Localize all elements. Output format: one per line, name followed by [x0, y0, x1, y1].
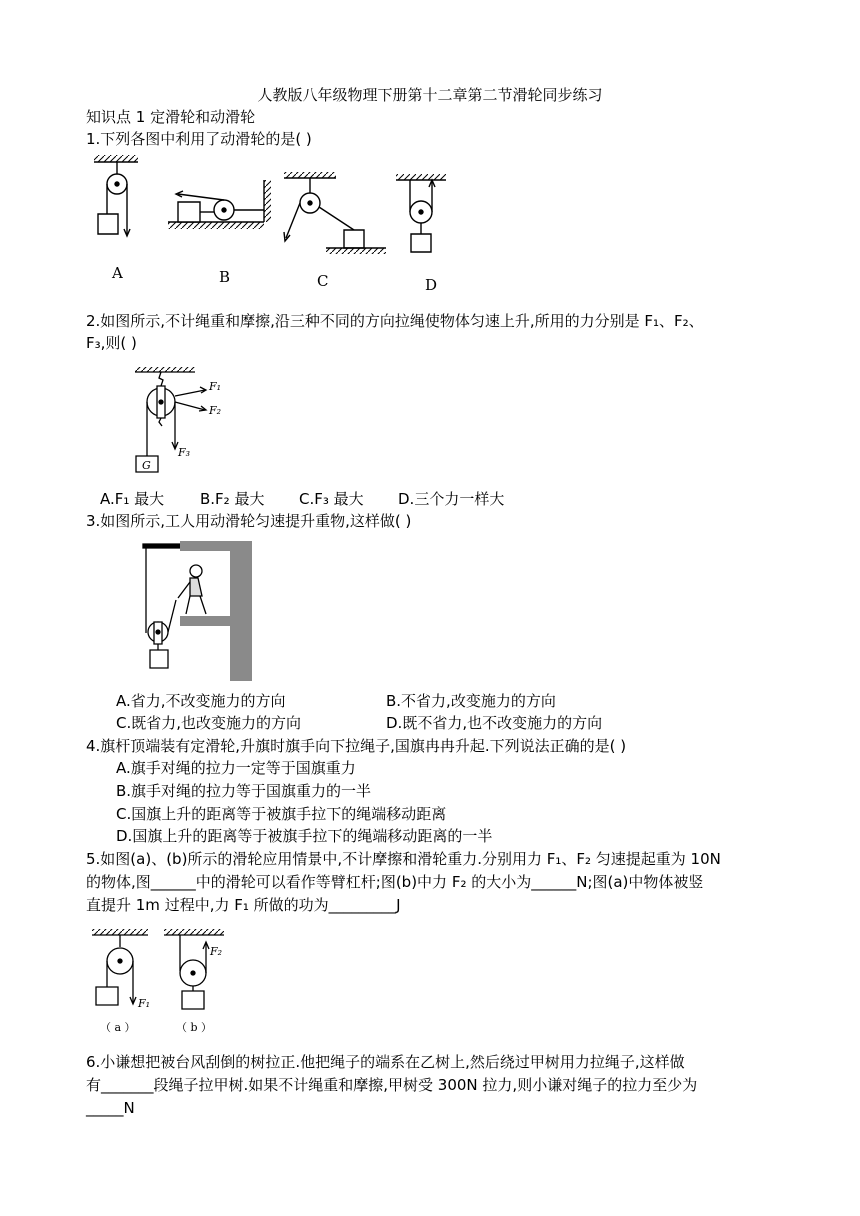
q4-option-c: C.国旗上升的距离等于被旗手拉下的绳端移动距离 — [116, 805, 447, 823]
q3-option-b: B.不省力,改变施力的方向 — [386, 692, 556, 710]
q2-stem-line2: F₃,则( ) — [86, 334, 137, 352]
q2-label-g: G — [142, 459, 151, 472]
q1-label-c: C — [317, 272, 329, 290]
q3-option-a: A.省力,不改变施力的方向 — [116, 692, 286, 710]
q6-line1: 6.小谦想把被台风刮倒的树拉正.他把绳子的端系在乙树上,然后绕过甲树用力拉绳子,这样做 — [86, 1053, 685, 1071]
section-heading: 知识点 1 定滑轮和动滑轮 — [86, 108, 256, 126]
q4-option-a: A.旗手对绳的拉力一定等于国旗重力 — [116, 759, 356, 777]
q2-option-a: A.F₁ 最大 — [100, 490, 165, 508]
q3-figure — [140, 538, 252, 684]
q5-label-b: （ b ） — [176, 1021, 213, 1034]
q2-stem-line1: 2.如图所示,不计绳重和摩擦,沿三种不同的方向拉绳使物体匀速上升,所用的力分别是 F₁、F₂、 — [86, 312, 704, 330]
q5-label-a: （ a ） — [100, 1021, 136, 1034]
q1-label-d: D — [425, 276, 438, 294]
q4-option-b: B.旗手对绳的拉力等于国旗重力的一半 — [116, 782, 372, 800]
q1-figure — [86, 150, 466, 300]
q5-line2: 的物体,图______中的滑轮可以看作等臂杠杆;图(b)中力 F₂ 的大小为______N;图(a)中物体被竖 — [86, 873, 704, 891]
q2-option-d: D.三个力一样大 — [398, 490, 505, 508]
q5-label-f2: F₂ — [210, 945, 223, 958]
q5-label-f1: F₁ — [138, 997, 151, 1010]
q6-line2: 有_______段绳子拉甲树.如果不计绳重和摩擦,甲树受 300N 拉力,则小谦对绳子的拉力至少为 — [86, 1076, 698, 1094]
q3-stem: 3.如图所示,工人用动滑轮匀速提升重物,这样做( ) — [86, 512, 412, 530]
q4-stem: 4.旗杆顶端装有定滑轮,升旗时旗手向下拉绳子,国旗冉冉升起.下列说法正确的是( ) — [86, 737, 627, 755]
q2-option-b: B.F₂ 最大 — [200, 490, 265, 508]
q5-line3: 直提升 1m 过程中,力 F₁ 所做的功为_________J — [86, 896, 401, 914]
q3-option-c: C.既省力,也改变施力的方向 — [116, 714, 302, 732]
q6-line3: _____N — [86, 1099, 135, 1117]
q4-option-d: D.国旗上升的距离等于被旗手拉下的绳端移动距离的一半 — [116, 827, 493, 845]
q2-label-f3: F₃ — [178, 446, 191, 459]
q5-line1: 5.如图(a)、(b)所示的滑轮应用情景中,不计摩擦和滑轮重力.分别用力 F₁、F₂ 匀速提起重为 10N — [86, 850, 721, 868]
q3-option-d: D.既不省力,也不改变施力的方向 — [386, 714, 603, 732]
q1-label-b: B — [219, 268, 231, 286]
q1-label-a: A — [112, 264, 123, 282]
q5-figure — [86, 925, 236, 1040]
q1-stem: 1.下列各图中利用了动滑轮的是( ) — [86, 130, 312, 148]
q2-figure — [125, 364, 235, 480]
q2-label-f1: F₁ — [209, 380, 222, 393]
page-title: 人教版八年级物理下册第十二章第二节滑轮同步练习 — [257, 86, 603, 104]
q2-option-c: C.F₃ 最大 — [299, 490, 364, 508]
q2-label-f2: F₂ — [209, 404, 222, 417]
